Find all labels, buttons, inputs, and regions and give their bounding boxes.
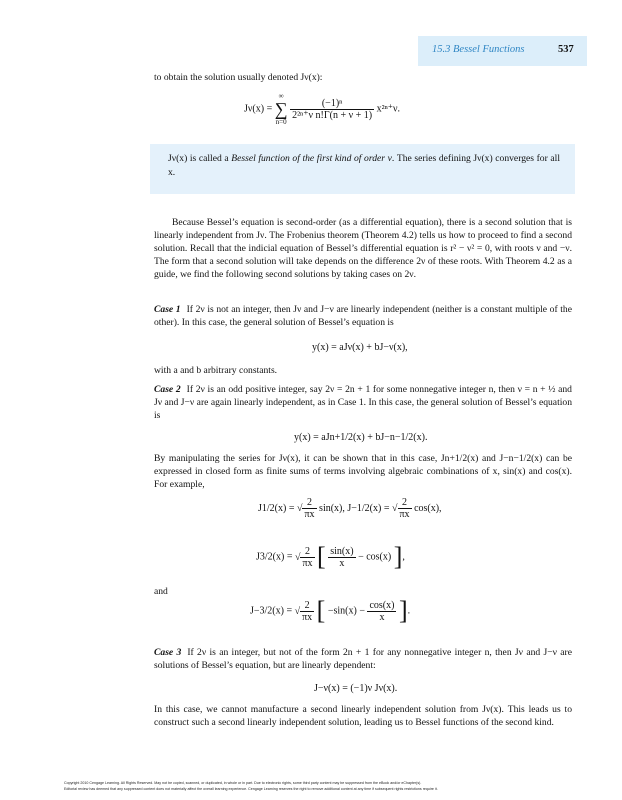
sqrt-num: 2 [402,497,408,508]
case1-after: with a and b arbitrary constants. [154,365,278,376]
eq3-first: −sin(x) − [327,605,365,617]
case1-paragraph [154,303,572,329]
series-equation [244,92,400,126]
sqrt-num: 2 [307,497,313,508]
sqrt-den: πx [302,611,313,623]
example-eq-3 [250,596,410,626]
case2-paragraph [154,383,572,422]
sqrt-factor: √ $\frac{2}{\pi x}$ [294,545,313,569]
eq3-period: . [407,605,411,617]
case2-label: Case 2 [154,384,181,395]
case2-equation: y(x) = aJn+1/2(x) + bJ−n−1/2(x). [294,432,428,443]
eq3-frac-num: cos(x) [369,599,395,611]
sqrt-factor: √ $\frac{2}{\pi x}$ [392,497,410,520]
sqrt-den: πx [304,509,315,520]
case2-text: If 2ν is an odd positive integer, say 2ν = 2n + 1 for some nonnegative integer n, then ν = n + ½ and Jν and J−ν are again linearly independent, as in Case 1. In this case, the general solution of Bessel’s equation is [154,384,572,421]
case1-text: If 2ν is not an integer, then Jν and J−ν are linearly independent (neither is a constant multiple of the other). In this case, the general solution of Bessel’s equation is [154,304,572,328]
series-lhs: Jν(x) = [244,103,275,115]
right-bracket: ] [398,596,408,625]
definition-text-a: Jν(x) is called a [168,153,232,164]
right-bracket: ] [393,542,403,571]
case1-label: Case 1 [154,304,181,315]
eq2-comma: , [402,551,405,563]
section-title: 15.3 Bessel Functions [432,44,525,55]
paragraph-closed-form: By manipulating the series for Jν(x), it can be shown that in this case, Jn+1/2(x) and J−n−1/2(x) can be expressed in closed form as finite sums of terms involving algebraic combinations of x, sin(x) and cos(x). For example, [154,453,572,490]
eq1-right: cos(x), [414,503,442,514]
example-eq-2 [256,542,405,572]
eq1-mid: sin(x), J−1/2(x) = [319,503,392,514]
case3-paragraph [154,646,572,672]
eq1-left: J1/2(x) = [258,503,297,514]
copyright-line-2: Editorial review has deemed that any suppressed content does not materially affect the overall learning experience. Cengage Learning reserves the right to remove additional content at any time if subsequent rights restrictions require it. [64,787,438,791]
page-number: 537 [558,44,574,55]
series-numerator: (−1)ⁿ [321,97,343,109]
definition-term: Bessel function of the first kind of order ν [231,153,392,164]
paragraph-second-kind: In this case, we cannot manufacture a second linearly independent solution from Jν(x). This leads us to construct such a second linearly independent solution, leading us to Bessel functions of the second kind. [154,704,572,728]
series-denominator: 2²ⁿ⁺ν n!Γ(n + ν + 1) [292,109,373,121]
intro-text: to obtain the solution usually denoted Jν(x): [154,72,323,83]
sum-symbol [275,92,288,126]
sigma-glyph: ∑ [274,99,288,119]
sum-upper: ∞ [278,92,284,100]
copyright-line-1: Copyright 2010 Cengage Learning. All Rights Reserved. May not be copied, scanned, or duplicated, in whole or in part. Due to electronic rights, some third party content may be suppressed from the eBook and/or eChapter(s). [64,781,422,785]
left-bracket: [ [316,596,326,625]
eq3-fraction [367,600,396,623]
sqrt-num: 2 [305,545,311,557]
sqrt-num: 2 [304,599,310,611]
definition-text [168,152,560,179]
sqrt-den: πx [302,557,313,569]
eq3-left: J−3/2(x) = [250,605,295,617]
series-fraction [290,98,374,121]
definition-text-b: . The series defining Jν(x) converges for all x. [168,153,560,178]
case1-equation: y(x) = aJν(x) + bJ−ν(x), [312,342,408,353]
and-label: and [154,586,168,597]
eq2-frac-num: sin(x) [330,545,354,557]
sum-lower: n=0 [275,118,287,126]
eq2-frac-den: x [328,557,355,569]
paragraph-second-solution: Because Bessel’s equation is second-order (as a differential equation), there is a second solution that is linearly independent from Jν. The Frobenius theorem (Theorem 4.2) tells us how to proceed to find a second solution. Recall that the indicial equation of Bessel’s differential equation is r² − ν² = 0, with roots ν and −ν. The form that a second solution will take depends on the difference 2ν of these roots. With Theorem 4.2 as a guide, we find the following second solutions by taking cases on 2ν. [154,217,572,280]
sqrt-factor: √ $\frac{2}{\pi x}$ [296,497,315,520]
eq2-left: J3/2(x) = [256,551,295,563]
series-power: x²ⁿ⁺ν. [376,103,401,115]
eq2-rest: − cos(x) [358,551,392,563]
case3-equation: J−ν(x) = (−1)ν Jν(x). [314,683,398,694]
eq3-frac-den: x [367,611,396,623]
left-bracket: [ [317,542,326,571]
eq2-fraction [328,546,355,569]
case3-label: Case 3 [154,647,182,658]
sqrt-factor: √ $\frac{2}{\pi x}$ [294,599,313,623]
case3-text: If 2ν is an integer, but not of the form 2n + 1 for any nonnegative integer n, then Jν and J−ν are solutions of Bessel’s equation, but are linearly dependent: [154,647,572,671]
sqrt-den: πx [399,509,410,520]
example-eq-1 [258,497,442,520]
